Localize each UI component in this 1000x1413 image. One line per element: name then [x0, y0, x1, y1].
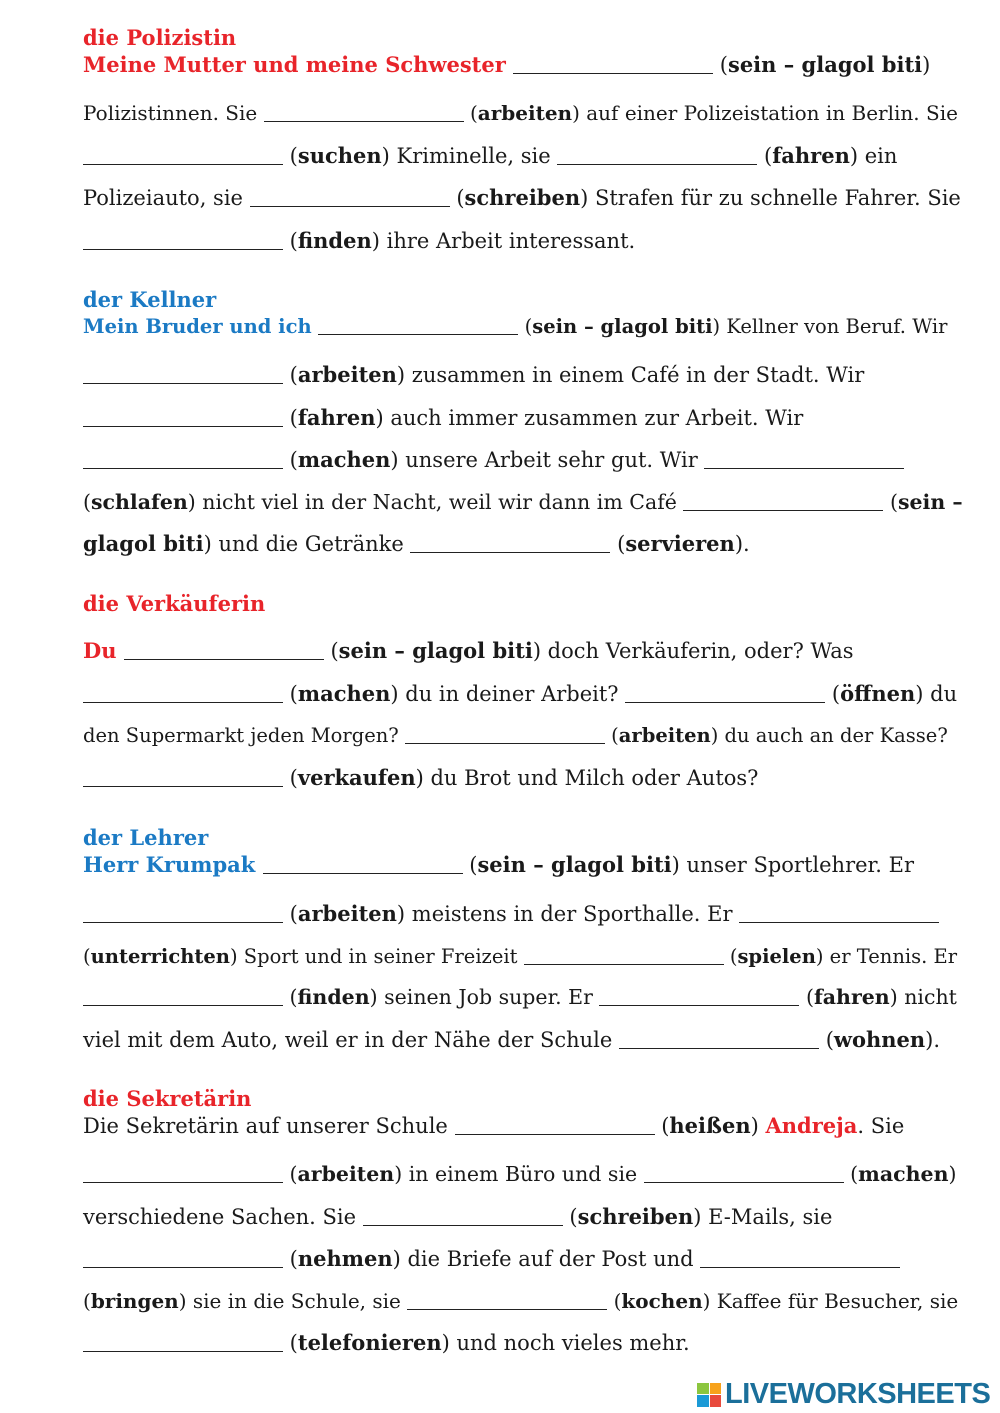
- text: ): [922, 53, 931, 77]
- answer-blank[interactable]: [83, 1331, 283, 1352]
- text: ) er Tennis. Er: [815, 944, 958, 968]
- text: ) zusammen in einem Café in der Stadt. Wir: [396, 363, 865, 387]
- answer-blank[interactable]: [739, 902, 939, 923]
- text-line: [83, 1154, 963, 1196]
- answer-blank[interactable]: [83, 985, 283, 1006]
- text: (: [283, 1247, 298, 1271]
- answer-blank[interactable]: [83, 144, 283, 165]
- highlight-text: Herr Krumpak: [83, 852, 263, 877]
- text-line: [83, 220, 963, 263]
- text-line: [83, 354, 963, 397]
- verb-hint: suchen: [297, 142, 382, 168]
- text: (: [462, 853, 478, 877]
- text: (: [843, 1162, 859, 1186]
- verb-hint: arbeiten: [297, 1162, 395, 1186]
- verb-hint: bringen: [90, 1288, 179, 1313]
- text-line: [83, 135, 963, 178]
- verb-hint: verkaufen: [297, 764, 416, 790]
- text: ) unsere Arbeit sehr gut. Wir: [390, 448, 705, 472]
- verb-hint: sein – glagol biti: [477, 852, 672, 877]
- text: ) die Briefe auf der Post und: [392, 1247, 701, 1271]
- answer-blank[interactable]: [557, 144, 757, 165]
- answer-blank[interactable]: [625, 682, 825, 703]
- text-line: [83, 177, 963, 220]
- verb-hint: glagol biti: [83, 531, 204, 556]
- text: ) Kaffee für Besucher, sie: [702, 1288, 959, 1313]
- answer-blank[interactable]: [704, 448, 904, 469]
- text: ).: [925, 1027, 941, 1052]
- text: ) seinen Job super. Er: [369, 985, 600, 1009]
- verb-hint: arbeiten: [297, 901, 397, 926]
- verb-hint: finden: [297, 227, 372, 253]
- text: (: [607, 1288, 622, 1313]
- verb-hint: machen: [297, 447, 391, 472]
- section-paragraph: [83, 851, 963, 1061]
- answer-blank[interactable]: [700, 1247, 900, 1268]
- verb-hint: sein – glagol biti: [532, 315, 713, 338]
- text: (: [518, 315, 533, 338]
- verb-hint: schreiben: [577, 1203, 694, 1229]
- text-line: [83, 1112, 963, 1140]
- answer-blank[interactable]: [124, 639, 324, 660]
- text: ) du: [915, 681, 958, 706]
- answer-blank[interactable]: [405, 723, 605, 744]
- text-line: [83, 523, 963, 566]
- text: ) und noch vieles mehr.: [441, 1331, 690, 1355]
- text: (: [283, 681, 298, 706]
- verb-hint: arbeiten: [477, 101, 573, 125]
- text: ) auf einer Polizeistation in Berlin. Sie: [572, 101, 958, 125]
- text: (: [713, 53, 728, 77]
- text-line: [83, 936, 963, 978]
- text: ) du in deiner Arbeit?: [390, 681, 626, 706]
- text: ) Kriminelle, sie: [381, 143, 558, 168]
- verb-hint: sein –: [897, 489, 963, 514]
- text: Die Sekretärin auf unserer Schule: [83, 1114, 455, 1138]
- verb-hint: heißen: [669, 1113, 751, 1138]
- text-line: [83, 851, 963, 879]
- highlight-text: Du: [83, 638, 124, 663]
- section-0: [83, 24, 963, 262]
- text: ): [750, 1114, 766, 1138]
- text: (: [283, 985, 298, 1009]
- answer-blank[interactable]: [83, 902, 283, 923]
- section-2: [83, 590, 963, 799]
- text-line: [83, 757, 963, 800]
- verb-hint: wohnen: [833, 1026, 926, 1052]
- answer-blank[interactable]: [83, 448, 283, 469]
- answer-blank[interactable]: [599, 985, 799, 1006]
- highlight-text: Mein Bruder und ich: [83, 315, 319, 338]
- text: ) in einem Büro und sie: [394, 1162, 644, 1186]
- text: ) auch immer zusammen zur Arbeit. Wir: [375, 405, 804, 430]
- text: (: [757, 143, 773, 168]
- text: (: [883, 489, 898, 514]
- section-3: [83, 824, 963, 1061]
- text: (: [283, 1331, 298, 1355]
- text: Polizistinnen. Sie: [83, 101, 264, 125]
- verb-hint: schreiben: [464, 185, 581, 210]
- text: (: [283, 405, 298, 430]
- verb-hint: öffnen: [840, 680, 916, 706]
- verb-hint: servieren: [625, 531, 735, 556]
- verb-hint: arbeiten: [618, 724, 711, 747]
- answer-blank[interactable]: [644, 1162, 844, 1183]
- liveworksheets-brand[interactable]: [697, 1378, 990, 1411]
- section-4: [83, 1085, 963, 1365]
- text: ) nicht: [889, 985, 957, 1009]
- text: (: [819, 1027, 834, 1052]
- answer-blank[interactable]: [363, 1205, 563, 1226]
- answer-blank[interactable]: [407, 1289, 607, 1310]
- verb-hint: sein – glagol biti: [728, 52, 923, 77]
- text: Polizeiauto, sie: [83, 186, 250, 210]
- text: ) nicht viel in der Nacht, weil wir dann im Café: [187, 489, 684, 514]
- highlight-text: Meine Mutter und meine Schwester: [83, 52, 514, 77]
- verb-hint: machen: [858, 1162, 949, 1186]
- text-line: [83, 439, 963, 482]
- brand-text: LIVEWORKSHEETS: [725, 1378, 991, 1410]
- verb-hint: fahren: [772, 142, 850, 168]
- text: ) Sport und in seiner Freizeit: [229, 944, 524, 968]
- verb-hint: telefonieren: [297, 1330, 442, 1355]
- section-title: der Lehrer: [83, 825, 209, 850]
- text: ) sie in die Schule, sie: [178, 1288, 408, 1313]
- section-1: [83, 286, 963, 566]
- text-line: [83, 977, 963, 1019]
- verb-hint: unterrichten: [90, 944, 230, 968]
- text: ) E-Mails, sie: [693, 1204, 833, 1229]
- section-paragraph: [83, 1112, 963, 1365]
- verb-hint: nehmen: [297, 1246, 393, 1271]
- answer-blank[interactable]: [83, 1247, 283, 1268]
- text: . Sie: [857, 1114, 905, 1138]
- text: ) Strafen für zu schnelle Fahrer. Sie: [580, 186, 961, 210]
- answer-blank[interactable]: [455, 1114, 655, 1135]
- text: ) du Brot und Milch oder Autos?: [415, 765, 759, 790]
- answer-blank[interactable]: [83, 406, 283, 427]
- text: ).: [734, 532, 750, 556]
- text-line: [83, 673, 963, 716]
- text: (: [323, 639, 339, 663]
- answer-blank[interactable]: [513, 53, 713, 74]
- text: (: [283, 902, 298, 926]
- text: ) Kellner von Beruf. Wir: [712, 315, 948, 338]
- answer-blank[interactable]: [410, 532, 610, 553]
- text: (: [562, 1204, 578, 1229]
- text: (: [283, 228, 298, 253]
- text: ) doch Verkäuferin, oder? Was: [532, 639, 854, 663]
- text-line: [83, 1238, 963, 1281]
- text-line: [83, 1281, 963, 1323]
- section-title: die Sekretärin: [83, 1086, 252, 1111]
- text: (: [283, 1162, 298, 1186]
- text: ) und die Getränke: [203, 532, 411, 556]
- answer-blank[interactable]: [83, 1162, 283, 1183]
- text-line: [83, 1196, 963, 1239]
- verb-hint: schlafen: [91, 489, 188, 514]
- text: (: [83, 1288, 91, 1313]
- text: (: [283, 143, 298, 168]
- answer-blank[interactable]: [83, 766, 283, 787]
- text-line: [83, 1019, 963, 1062]
- answer-blank[interactable]: [83, 682, 283, 703]
- answer-blank[interactable]: [524, 944, 724, 965]
- answer-blank[interactable]: [83, 229, 283, 250]
- text: (: [283, 448, 298, 472]
- text: (: [283, 765, 298, 790]
- verb-hint: machen: [297, 680, 391, 706]
- section-title: die Verkäuferin: [83, 591, 266, 616]
- text: ) ihre Arbeit interessant.: [371, 228, 636, 253]
- section-paragraph: [83, 630, 963, 799]
- text: (: [83, 944, 91, 968]
- answer-blank[interactable]: [83, 363, 283, 384]
- text: (: [449, 186, 465, 210]
- text-line: [83, 93, 963, 135]
- text: viel mit dem Auto, weil er in der Nähe der Schule: [83, 1027, 620, 1052]
- highlight-text: Andreja: [765, 1113, 858, 1138]
- text: (: [83, 489, 91, 514]
- text: verschiedene Sachen. Sie: [83, 1204, 363, 1229]
- answer-blank[interactable]: [264, 101, 464, 122]
- section-paragraph: [83, 51, 963, 262]
- text-line: [83, 51, 963, 79]
- text: den Supermarkt jeden Morgen?: [83, 724, 405, 747]
- answer-blank[interactable]: [263, 853, 463, 874]
- section-paragraph: [83, 313, 963, 566]
- text: (: [283, 363, 298, 387]
- section-title: der Kellner: [83, 287, 217, 312]
- text: (: [654, 1114, 670, 1138]
- verb-hint: arbeiten: [297, 362, 397, 387]
- text: ) meistens in der Sporthalle. Er: [396, 902, 740, 926]
- verb-hint: kochen: [621, 1288, 703, 1313]
- text-line: [83, 893, 963, 936]
- verb-hint: finden: [297, 985, 370, 1009]
- text: (: [463, 101, 478, 125]
- text-line: [83, 1322, 963, 1365]
- text-line: [83, 397, 963, 440]
- answer-blank[interactable]: [619, 1028, 819, 1049]
- liveworksheets-logo-icon: [697, 1383, 721, 1407]
- text: (: [723, 944, 738, 968]
- verb-hint: fahren: [297, 404, 376, 430]
- text: ) du auch an der Kasse?: [710, 724, 948, 747]
- text-line: [83, 715, 963, 757]
- text: ): [948, 1162, 957, 1186]
- verb-hint: sein – glagol biti: [338, 638, 533, 663]
- answer-blank[interactable]: [250, 186, 450, 207]
- answer-blank[interactable]: [318, 314, 518, 335]
- verb-hint: spielen: [737, 944, 816, 968]
- text-line: [83, 630, 963, 673]
- text: ) ein: [849, 143, 898, 168]
- section-title: die Polizistin: [83, 25, 237, 50]
- text: (: [610, 532, 626, 556]
- text: (: [604, 724, 619, 747]
- text: ) unser Sportlehrer. Er: [671, 853, 914, 877]
- text-line: [83, 313, 963, 340]
- text-line: [83, 482, 963, 524]
- answer-blank[interactable]: [683, 490, 883, 511]
- verb-hint: fahren: [813, 985, 890, 1009]
- text: (: [799, 985, 814, 1009]
- text: (: [825, 681, 841, 706]
